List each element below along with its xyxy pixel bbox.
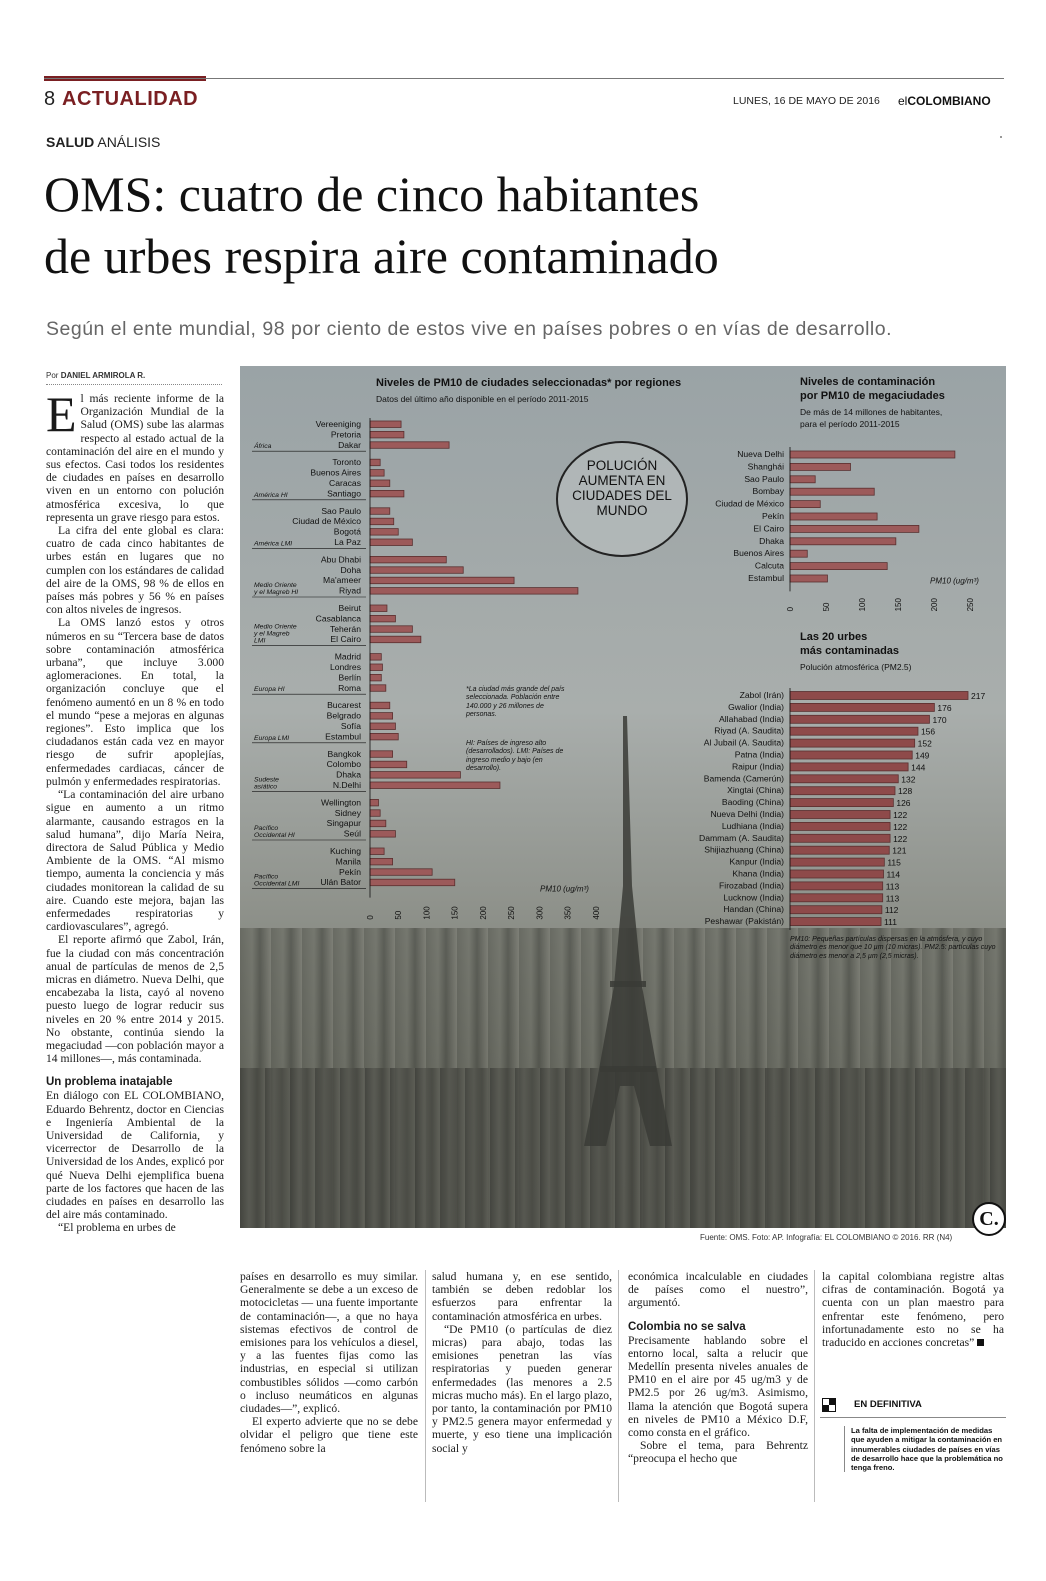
article-paragraph: salud humana y, en ese sentido, también se deben redoblar los esfuerzos para enfrentar la contaminación atmosférica en urbes. (432, 1270, 612, 1323)
chart-1-region-label: LMI (254, 637, 266, 645)
chart-2-city-label: Nueva Delhi (737, 449, 784, 459)
chart-1-city-label: Vereeniging (315, 419, 361, 429)
chart-2-axis-title: PM10 (ug/m³) (930, 576, 979, 586)
chart-1-city-label: Bucarest (327, 700, 361, 711)
chart-1-bar (370, 626, 412, 633)
article-column-4 (628, 1270, 808, 1466)
chart-1-bar (370, 723, 395, 730)
chart-1-tick-label: 250 (507, 906, 517, 920)
chart-2-bar (790, 525, 919, 532)
headline-line-2: de urbes respira aire contaminado (44, 228, 719, 284)
column-divider (814, 1270, 815, 1502)
chart-1-city-label: Manila (335, 856, 361, 867)
byline-author: DANIEL ARMIROLA R. (60, 371, 146, 380)
chart-1-axis-title: PM10 (ug/m³) (540, 884, 589, 894)
chart-2-bar (790, 513, 877, 520)
chart-1-bar (370, 685, 386, 692)
chart-3-data-label: 132 (901, 774, 916, 785)
chart-1-bar (370, 615, 395, 622)
chart-3-data-label: 176 (937, 702, 952, 713)
chart-3-bar (790, 751, 912, 759)
column-divider (618, 1270, 619, 1502)
chart-2-city-label: Calcuta (754, 560, 784, 571)
chart-1-bar (370, 674, 381, 681)
chart-3-data-label: 122 (893, 833, 908, 844)
chart-3-city-label: Patna (India) (734, 749, 784, 760)
chart-3-bar (790, 692, 968, 700)
chart-3-bar (790, 739, 915, 747)
chart-3-bar (790, 811, 890, 819)
chart-3-city-label: Khana (India) (732, 868, 784, 879)
chart-1-region-label: Medio Oriente (254, 582, 297, 589)
chart-2-city-label: Pekín (762, 511, 784, 521)
chart-1-region-label: Pacífico (254, 873, 279, 881)
chart-1-city-label: Colombo (326, 759, 361, 770)
chart-1-city-label: Sofía (340, 721, 361, 731)
chart-2-city-label: Dhaka (759, 535, 784, 546)
chart-2-subtitle: De más de 14 millones de habitantes, (800, 407, 943, 417)
chart-3-city-label: Kanpur (India) (729, 856, 784, 867)
article-paragraph: “La contaminación del aire urbano sigue en aumento a un ritmo alarmante, causando estragos en la salud humana”, dijo María Neira, directora de Salud Pública y Medio Ambiente de la OMS. “Al mismo tiempo, aumenta la conciencia y más ciudades monitorean la calidad de su aire. Cuando este mejora, bajan las enfermedades respiratorias y cardiovasculares”, agregó. (46, 788, 224, 934)
chart-1-city-label: Caracas (329, 478, 361, 488)
chart-3-city-label: Al Jubail (A. Saudita) (703, 737, 784, 748)
article-paragraph: La cifra del ente global es clara: cuatro de cada cinco habitantes de urbes están en lugares que no cumplen con los estándares de calidad del aire de la OMS, 98 % de ellos en países más pobres y 56 % en países con altos niveles de ingresos. (46, 524, 224, 617)
article-paragraph: países en desarrollo es muy similar. Generalmente se debe a un exceso de motocicletas — una fuente importante de contaminación—, a que no haya sistemas efectivos de control de emisiones para los vehículos a diesel, y a las fuentes fijas como las industrias, en especial si utilizan combustibles sólidos —como carbón o incluso neumáticos en algunas ciudades—”, explicó. (240, 1270, 418, 1416)
chart-1-city-label: Singapur (326, 818, 361, 829)
chart-1-region-label: y el Magreb HI (254, 589, 299, 596)
chart-1-tick-label: 400 (592, 906, 601, 920)
chart-1-city-label: Santiago (327, 488, 361, 499)
chart-1-city-label: N.Delhi (332, 780, 361, 790)
chart-1-title: Niveles de PM10 de ciudades seleccionadas* por regiones (376, 377, 682, 389)
chart-2-tick-label: 100 (858, 598, 867, 612)
chart-1-tick-label: 200 (479, 906, 488, 920)
chart-1-city-label: Ciudad de México (292, 516, 361, 527)
chart-2-tick-label: 50 (822, 602, 831, 612)
chart-2-city-label: El Cairo (753, 523, 784, 534)
chart-1-tick-label: 350 (563, 906, 573, 920)
kicker-bold: SALUD (46, 134, 95, 150)
chart-1-city-label: Estambul (325, 731, 361, 742)
chart-3-bar (790, 858, 884, 866)
chart-1-bar (370, 588, 578, 595)
chart-3-data-label: 113 (885, 893, 900, 904)
article-paragraph: El reporte afirmó que Zabol, Irán, fue la ciudad con más concentración anual de partículas de menos de 2,5 micras en diámetro. Nueva Delhi, que encabezaba la lista, cayó al noveno puesto luego de lograr reducir sus niveles en 20 % entre 2014 y 2015. No obstante, continúa siendo la megaciudad —con población mayor a 14 millones—, más contaminada. (46, 933, 224, 1066)
chart-3-title: más contaminadas (800, 645, 900, 657)
chart-1-bar (370, 605, 387, 612)
chart-3-data-label: 170 (932, 714, 947, 725)
chart-3-city-label: Gwalior (India) (728, 701, 784, 712)
chart-2-tick-label: 200 (930, 598, 939, 612)
chart-3-bar (790, 715, 929, 723)
subheadline: Según el ente mundial, 98 por ciento de estos vive en países pobres o en vías de desarrollo. (46, 318, 893, 340)
chart-3-bar (790, 775, 898, 783)
chart-2-bar (790, 538, 896, 545)
chart-3-data-label: 128 (897, 786, 913, 797)
chart-2-city-label: Ciudad de México (715, 498, 784, 509)
chart-1-region-label: América HI (254, 491, 288, 499)
chart-2-tick-label: 150 (894, 598, 903, 612)
chart-1-region-label: América LMI (254, 540, 293, 548)
chart-3-city-label: Riyad (A. Saudita) (714, 725, 784, 736)
chart-1-bar (370, 529, 398, 536)
chart-3-bar (790, 703, 934, 711)
article-column-2 (240, 1270, 418, 1455)
chart-3-city-label: Nueva Delhi (India) (710, 809, 784, 819)
chart-1-city-label: Sidney (334, 807, 361, 818)
chart-1-city-label: Doha (340, 564, 361, 575)
chart-2-city-label: Shanghái (747, 461, 784, 472)
chart-1-region-label: Medio Oriente (254, 623, 297, 631)
chart-2-subtitle: para el período 2011-2015 (800, 419, 900, 429)
chart-3-city-label: Peshawar (Pakistán) (704, 916, 784, 927)
chart-3-title: Las 20 urbes (800, 631, 868, 643)
article-paragraph: económica incalculable en ciudades de países como el nuestro”, argumentó. (628, 1270, 808, 1310)
chart-3-data-label: 126 (896, 798, 911, 809)
chart-3-city-label: Dammam (A. Saudita) (698, 832, 784, 843)
page-number: 8 (44, 88, 56, 110)
chart-3-data-label: 121 (892, 845, 907, 856)
chart-1-city-label: Abu Dhabi (320, 554, 361, 565)
chart-1-city-label: Teherán (329, 623, 361, 634)
chart-2-bar (790, 463, 850, 470)
chart-3-data-label: 114 (886, 869, 901, 880)
chart-3-subtitle: Polución atmosférica (PM2.5) (800, 662, 912, 672)
chart-2-title: Niveles de contaminación (800, 376, 936, 388)
headline-bubble: POLUCIÓN AUMENTA EN CIUDADES DEL MUNDO (556, 441, 688, 557)
chart-3-data-label: 149 (915, 750, 930, 761)
article-paragraph: “De PM10 (o partículas de diez micras) para abajo, todas las emisiones penetran las vías respiratorias y pueden generar enfermedades (las menores a 2.5 micras mucho más). En el largo plazo, por tanto, la contaminación por PM10 y PM2.5 genera mayor enfermedad y muerte, y eso tiene una implicación social y (432, 1322, 612, 1455)
chart-1-bar (370, 848, 384, 855)
chart-1-bar (370, 761, 407, 768)
chart-3-data-label: 122 (893, 821, 908, 832)
chart-1-bar (370, 556, 446, 563)
en-definitiva-box (820, 1394, 1006, 1502)
chart-1-city-label: Toronto (332, 457, 361, 468)
chart-1-bar (370, 879, 455, 886)
article-paragraph: la capital colombiana registre altas cifras de contaminación. Bogotá ya cuenta con un plan maestro para enfrentar este fenómeno, pero infortunadamente esto no se ha traducido en acciones concretas” (822, 1270, 1004, 1350)
chart-1-bar (370, 713, 393, 720)
chart-2-bar (790, 488, 874, 495)
chart-3-bar (790, 882, 883, 890)
chart-3-city-label: Ludhiana (India) (721, 820, 784, 831)
chart-3-bar (790, 906, 882, 914)
chart-1-city-label: Kuching (329, 846, 361, 856)
chart-1-city-label: Wellington (321, 797, 361, 808)
chart-3-data-label: 111 (884, 917, 897, 928)
checker-icon (822, 1398, 836, 1412)
chart-1-bar (370, 664, 382, 671)
chart-3-data-label: 217 (971, 691, 986, 701)
chart-2-bar (790, 501, 820, 508)
chart-1-bar (370, 751, 393, 758)
chart-1-city-label: Pekín (339, 866, 361, 877)
chart-1-bar (370, 820, 386, 827)
chart-3-data-label: 115 (887, 857, 901, 868)
chart-1-city-label: Beirut (338, 603, 361, 613)
chart-1-bar (370, 772, 460, 779)
chart-1-bar (370, 431, 404, 438)
chart-1-tick-label: 100 (422, 906, 432, 920)
chart-1-city-label: Sao Paulo (321, 505, 361, 516)
kicker-rest: ANÁLISIS (97, 134, 161, 150)
chart-1-region-label: Pacífico (254, 825, 279, 832)
chart-3-bar (790, 763, 908, 771)
chart-1-region-label: Europa LMI (254, 734, 290, 742)
chart-1-bar (370, 508, 390, 515)
chart-2-city-label: Estambul (748, 573, 784, 583)
chart-1-bar (370, 442, 449, 449)
chart-1-region-label: asiático (254, 783, 278, 791)
chart-3-bar (790, 870, 884, 878)
chart-1-region-label: Occidental LMI (254, 880, 300, 888)
chart-3-data-label: 113 (885, 881, 900, 892)
chart-3-city-label: Raipur (India) (731, 761, 784, 772)
en-definitiva-title: EN DEFINITIVA (854, 1399, 922, 1410)
chart-3-bar (790, 894, 883, 902)
chart-1-bar (370, 831, 395, 838)
chart-1-bar (370, 869, 432, 876)
chart-1-bar (370, 858, 393, 865)
chart-3-data-label: 156 (920, 726, 936, 737)
chart-1-city-label: Roma (338, 682, 361, 693)
chart-1-city-label: Ulán Bator (320, 877, 361, 888)
chart-1-tick-label: 300 (535, 906, 545, 920)
chart-2-city-label: Bombay (752, 486, 784, 497)
chart-2-bar (790, 451, 955, 458)
brand-prefix: el (898, 94, 908, 108)
chart-1-city-label: Riyad (339, 585, 361, 596)
note-pm-definitions: PM10: Pequeñas partículas dispersas en la atmósfera, y cuyo diámetro es menor que 10 µm (10 micras). PM2.5: partículas cuyo diámetro es menor a 2,5 µm (2,5 micras). (790, 936, 996, 960)
article-paragraph: La OMS lanzó estos y otros números en su “Tercera base de datos sobre contaminación atmosférica urbana”, que incluye 3.000 aglomeraciones. En total, la organización concluye que el fenómeno aumentó en un 8 % en todo el mundo “pese a mejoras en algunas regiones”. Esto implica que los ciudadanos están cada vez en mayor riesgo de sufrir apoplejías, enfermedades cardiacas, cáncer de pulmón y enfermedades respiratorias. (46, 616, 224, 788)
article-paragraph: El más reciente informe de la Organización Mundial de la Salud (OMS) sube las alarmas respecto al estado actual de la contaminación del aire en el mundo y sus efectos. Casi todos los residentes de ciudades en países en desarrollo viven en un entorno con polución atmosférica excesiva, lo que representa un grave riesgo para estos. (46, 386, 224, 524)
chart-1-bar (370, 810, 380, 817)
article-paragraph: Sobre el tema, para Behrentz “preocupa el hecho que (628, 1439, 808, 1466)
chart-1-bar (370, 490, 404, 497)
headline-line-1: OMS: cuatro de cinco habitantes (44, 166, 700, 222)
chart-2-bar (790, 563, 887, 570)
chart-1-bar (370, 567, 463, 574)
newspaper-logo: C. (972, 1202, 1006, 1236)
chart-2-city-label: Sao Paulo (744, 473, 784, 484)
chart-3-bar (790, 787, 895, 795)
chart-1-bar (370, 539, 412, 546)
chart-3-data-label: 144 (911, 762, 926, 773)
brand-name: COLOMBIANO (907, 94, 991, 108)
chart-1-region-label: Europa HI (254, 686, 285, 694)
chart-3-city-label: Xingtai (China) (727, 785, 784, 796)
chart-1-bar (370, 421, 401, 428)
chart-2-bar (790, 550, 807, 557)
chart-3-city-label: Firozabad (India) (719, 880, 784, 891)
note-largest-city: *La ciudad más grande del país seleccionada. Población entre 140.000 y 26 millones de personas. (466, 686, 565, 719)
chart-1-city-label: Madrid (334, 651, 361, 662)
issue-date: LUNES, 16 DE MAYO DE 2016 (733, 95, 880, 107)
chart-1-tick-label: 0 (366, 915, 375, 920)
article-paragraph: Precisamente hablando sobre el entorno local, salta a relucir que Medellín presenta niveles anuales de PM10 en el aire por 45 ug/m3 y de PM2.5 por 26 ug/m3. Asimismo, llama la atención que Bogotá supera en niveles de PM10 a México D.F, como consta en el gráfico. (628, 1333, 808, 1440)
column-divider (425, 1270, 426, 1502)
chart-2-title: por PM10 de megaciudades (800, 390, 945, 402)
byline-prefix: Por (46, 371, 59, 380)
chart-1-bar (370, 577, 514, 584)
end-mark (977, 1339, 984, 1346)
en-definitiva-rule (820, 1417, 1006, 1418)
chart-2-bar (790, 476, 815, 483)
subheading-colombia: Colombia no se salva (628, 1320, 746, 1333)
chart-1-city-label: Dhaka (336, 769, 361, 780)
chart-1-city-label: Bogotá (333, 526, 361, 537)
chart-1-city-label: Dakar (338, 439, 361, 450)
chart-1-tick-label: 150 (450, 906, 460, 920)
chart-1-subtitle: Datos del último año disponible en el período 2011-2015 (376, 394, 589, 404)
chart-3-city-label: Lucknow (India) (723, 892, 784, 903)
chart-3-city-label: Shijiazhuang (China) (704, 844, 784, 855)
drop-cap: E (46, 386, 77, 442)
chart-1-bar (370, 799, 378, 806)
section-title: ACTUALIDAD (62, 88, 199, 110)
infographic-source: Fuente: OMS. Foto: AP. Infografía: EL COLOMBIANO © 2016. RR (N4) (700, 1233, 953, 1242)
article-column-3 (432, 1270, 612, 1455)
chart-1-region-label: y el Magreb (254, 630, 290, 638)
chart-3-data-label: 122 (893, 810, 908, 820)
chart-1-city-label: Seúl (343, 828, 361, 839)
chart-1-region-label: Sudeste (254, 776, 279, 784)
chart-1-bar (370, 782, 500, 789)
chart-1-bar (370, 654, 381, 661)
chart-1-city-label: Bangkok (327, 748, 361, 759)
chart-1-city-label: Buenos Aires (310, 467, 361, 478)
chart-3-bar (790, 799, 893, 807)
chart-1-city-label: Casablanca (315, 613, 361, 624)
chart-3-bar (790, 822, 890, 830)
chart-1-bar (370, 470, 384, 477)
chart-1-city-label: Pretoria (330, 429, 361, 440)
chart-2-tick-label: 0 (786, 606, 795, 612)
chart-3-bar (790, 846, 889, 854)
chart-1-city-label: Belgrado (326, 710, 361, 721)
chart-1-bar (370, 702, 390, 709)
chart-1-city-label: Ma'ameer (323, 575, 361, 586)
chart-3-bar (790, 727, 918, 735)
chart-3-city-label: Baoding (China) (721, 797, 784, 808)
chart-1-region-label: África (254, 443, 272, 451)
article-column-5 (822, 1270, 1004, 1349)
article-paragraph: El experto advierte que no se debe olvidar el peligro que tiene este fenómeno sobre la (240, 1415, 418, 1455)
chart-3-data-label: 112 (884, 905, 899, 916)
chart-3-bar (790, 918, 881, 926)
chart-1-bar (370, 480, 390, 487)
article-paragraph: En diálogo con EL COLOMBIANO, Eduardo Behrentz, doctor en Ciencias e Ingeniería Ambiental de la Universidad de California, y vicerrector de Desarrollo de la Universidad de los Andes, explicó por qué Nueva Delhi ejemplifica buena parte de los factores que hacen de las ciudades en países en desarrollo las del aire más contaminado. (46, 1089, 224, 1222)
chart-3-city-label: Handan (China) (723, 904, 784, 915)
chart-2-city-label: Buenos Aires (733, 548, 784, 559)
chart-1-tick-label: 50 (394, 910, 404, 920)
chart-1-bar (370, 636, 421, 643)
chart-1-city-label: Berlín (338, 672, 361, 683)
chart-3-city-label: Bamenda (Camerún) (703, 773, 784, 784)
chart-3-data-label: 152 (917, 738, 932, 749)
chart-3-bar (790, 834, 890, 842)
chart-1-region-label: Occidental HI (254, 832, 295, 839)
en-definitiva-text: La falta de implementación de medidas que ayuden a mitigar la contaminación en innumerables ciudades de países en vías de desarrollo hace que la problemática no tenga freno. (844, 1426, 1004, 1472)
chart-2-bar (790, 575, 827, 582)
chart-1-bar (370, 459, 380, 466)
chart-3-city-label: Zabol (Irán) (739, 690, 784, 700)
note-income-levels: HI: Países de ingreso alto (desarrollados). LMI: Países de ingreso medio y bajo (en desarrollo). (466, 740, 564, 773)
chart-1-bar (370, 518, 394, 525)
chart-1-city-label: El Cairo (330, 634, 361, 645)
chart-1-city-label: Londres (329, 662, 361, 672)
article-paragraph: “El problema en urbes de (58, 1221, 176, 1235)
subheading-problema: Un problema inatajable (46, 1076, 173, 1089)
chart-1-bar (370, 733, 398, 740)
chart-1-city-label: La Paz (334, 537, 361, 547)
chart-3-city-label: Allahabad (India) (719, 713, 784, 724)
chart-2-tick-label: 250 (966, 598, 975, 612)
